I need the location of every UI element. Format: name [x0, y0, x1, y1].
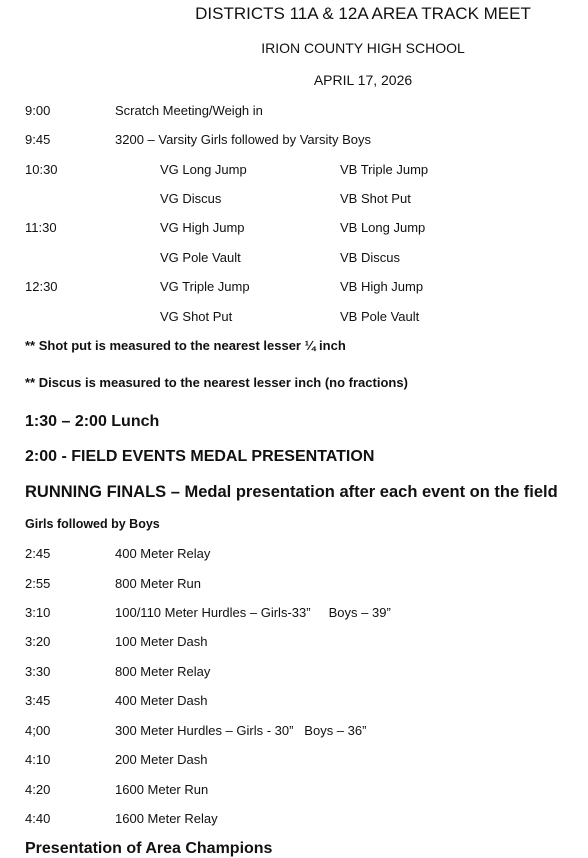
running-event: 800 Meter Run: [115, 576, 201, 591]
running-event: 800 Meter Relay: [115, 664, 211, 679]
shot-put-note: ** Shot put is measured to the nearest lesser ¼ inch: [25, 338, 346, 353]
running-time: 3:45: [25, 693, 51, 708]
schedule-time: 9:45: [25, 132, 51, 147]
field-boys-event: VB Triple Jump: [340, 162, 429, 177]
schedule-time: 9:00: [25, 103, 51, 118]
running-time: 2:55: [25, 576, 51, 591]
running-time: 3:30: [25, 664, 51, 679]
field-girls-event: VG Pole Vault: [160, 250, 241, 265]
running-time: 4:10: [25, 752, 51, 767]
field-boys-event: VB Discus: [340, 250, 400, 265]
field-time: 12:30: [25, 279, 58, 294]
field-girls-event: VG Discus: [160, 191, 222, 206]
running-time: 2:45: [25, 546, 51, 561]
schedule-event: 3200 – Varsity Girls followed by Varsity Boys: [115, 132, 372, 147]
running-time: 4:40: [25, 811, 51, 826]
field-medal-heading: 2:00 - FIELD EVENTS MEDAL PRESENTATION: [25, 448, 375, 465]
meet-date: APRIL 17, 2026: [313, 72, 413, 88]
field-time: 10:30: [25, 162, 58, 177]
field-boys-event: VB Pole Vault: [340, 309, 420, 324]
running-time: 4:20: [25, 782, 51, 797]
field-girls-event: VG Shot Put: [160, 309, 233, 324]
school-name: IRION COUNTY HIGH SCHOOL: [261, 40, 465, 56]
lunch-heading: 1:30 – 2:00 Lunch: [25, 413, 160, 430]
field-boys-event: VB Long Jump: [340, 220, 426, 235]
field-girls-event: VG Long Jump: [160, 162, 247, 177]
running-event: 100/110 Meter Hurdles – Girls-33” Boys – 39”: [115, 605, 391, 620]
running-time: 3:10: [25, 605, 51, 620]
running-event: 400 Meter Relay: [115, 546, 211, 561]
field-time: 11:30: [25, 220, 57, 235]
running-event: 100 Meter Dash: [115, 634, 208, 649]
running-event: 200 Meter Dash: [115, 752, 208, 767]
field-boys-event: VB Shot Put: [340, 191, 411, 206]
field-girls-event: VG Triple Jump: [160, 279, 250, 294]
schedule-event: Scratch Meeting/Weigh in: [115, 103, 263, 118]
running-event: 1600 Meter Run: [115, 782, 209, 797]
field-boys-event: VB High Jump: [340, 279, 424, 294]
running-finals-heading: RUNNING FINALS – Medal presentation after each event on the field: [25, 483, 558, 501]
running-time: 3:20: [25, 634, 51, 649]
running-finals-subheading: Girls followed by Boys: [25, 517, 160, 531]
running-event: 300 Meter Hurdles – Girls - 30” Boys – 36”: [115, 723, 367, 738]
running-event: 400 Meter Dash: [115, 693, 208, 708]
discus-note: ** Discus is measured to the nearest lesser inch (no fractions): [25, 375, 408, 390]
area-champions-heading: Presentation of Area Champions: [25, 840, 273, 857]
page-title: DISTRICTS 11A & 12A AREA TRACK MEET: [195, 4, 531, 23]
field-girls-event: VG High Jump: [160, 220, 245, 235]
running-event: 1600 Meter Relay: [115, 811, 218, 826]
running-time: 4;00: [25, 723, 51, 738]
